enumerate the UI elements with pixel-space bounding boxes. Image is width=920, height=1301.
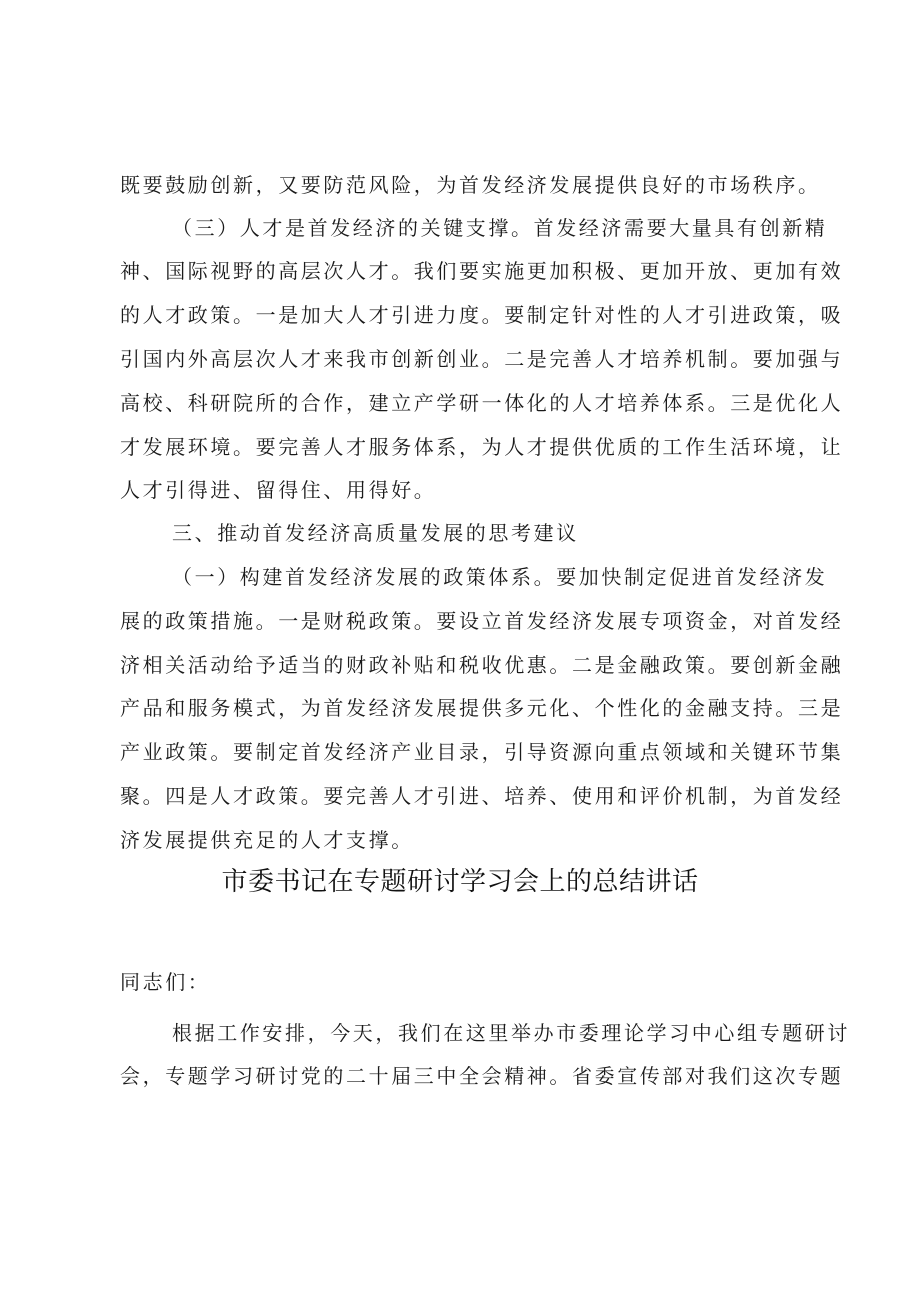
paragraph-line: 的人才政策。一是加大人才引进力度。要制定针对性的人才引进政策，吸 xyxy=(120,303,844,327)
paragraph-line: 神、国际视野的高层次人才。我们要实施更加积极、更加开放、更加有效 xyxy=(120,259,844,283)
paragraph-line: 展的政策措施。一是财税政策。要设立首发经济发展专项资金，对首发经 xyxy=(120,609,844,633)
paragraph-line: 人才引得进、留得住、用得好。 xyxy=(120,478,437,502)
paragraph-line: 产品和服务模式，为首发经济发展提供多元化、个性化的金融支持。三是 xyxy=(120,696,844,720)
paragraph-line: 聚。四是人才政策。要完善人才引进、培养、使用和评价机制，为首发经 xyxy=(120,784,844,808)
paragraph-line: 既要鼓励创新，又要防范风险，为首发经济发展提供良好的市场秩序。 xyxy=(120,173,821,197)
paragraph-line: 根据工作安排，今天，我们在这里举办市委理论学习中心组专题研讨 xyxy=(172,1021,850,1045)
section-heading: 三、推动首发经济高质量发展的思考建议 xyxy=(172,521,579,545)
salutation: 同志们： xyxy=(120,970,211,994)
speech-title: 市委书记在专题研讨学习会上的总结讲话 xyxy=(221,867,699,897)
paragraph-line: 济发展提供充足的人才支撑。 xyxy=(120,828,414,852)
paragraph-line: （一）构建首发经济发展的政策体系。要加快制定促进首发经济发 xyxy=(172,565,828,589)
paragraph-line: 济相关活动给予适当的财政补贴和税收优惠。二是金融政策。要创新金融 xyxy=(120,653,844,677)
paragraph-line: 才发展环境。要完善人才服务体系，为人才提供优质的工作生活环境，让 xyxy=(120,435,844,459)
paragraph-line: （三）人才是首发经济的关键支撑。首发经济需要大量具有创新精 xyxy=(172,216,828,240)
paragraph-line: 会，专题学习研讨党的二十届三中全会精神。省委宣传部对我们这次专题 xyxy=(120,1064,844,1088)
paragraph-line: 产业政策。要制定首发经济产业目录，引导资源向重点领域和关键环节集 xyxy=(120,740,844,764)
paragraph-line: 引国内外高层次人才来我市创新创业。二是完善人才培养机制。要加强与 xyxy=(120,347,844,371)
paragraph-line: 高校、科研院所的合作，建立产学研一体化的人才培养体系。三是优化人 xyxy=(120,391,844,415)
